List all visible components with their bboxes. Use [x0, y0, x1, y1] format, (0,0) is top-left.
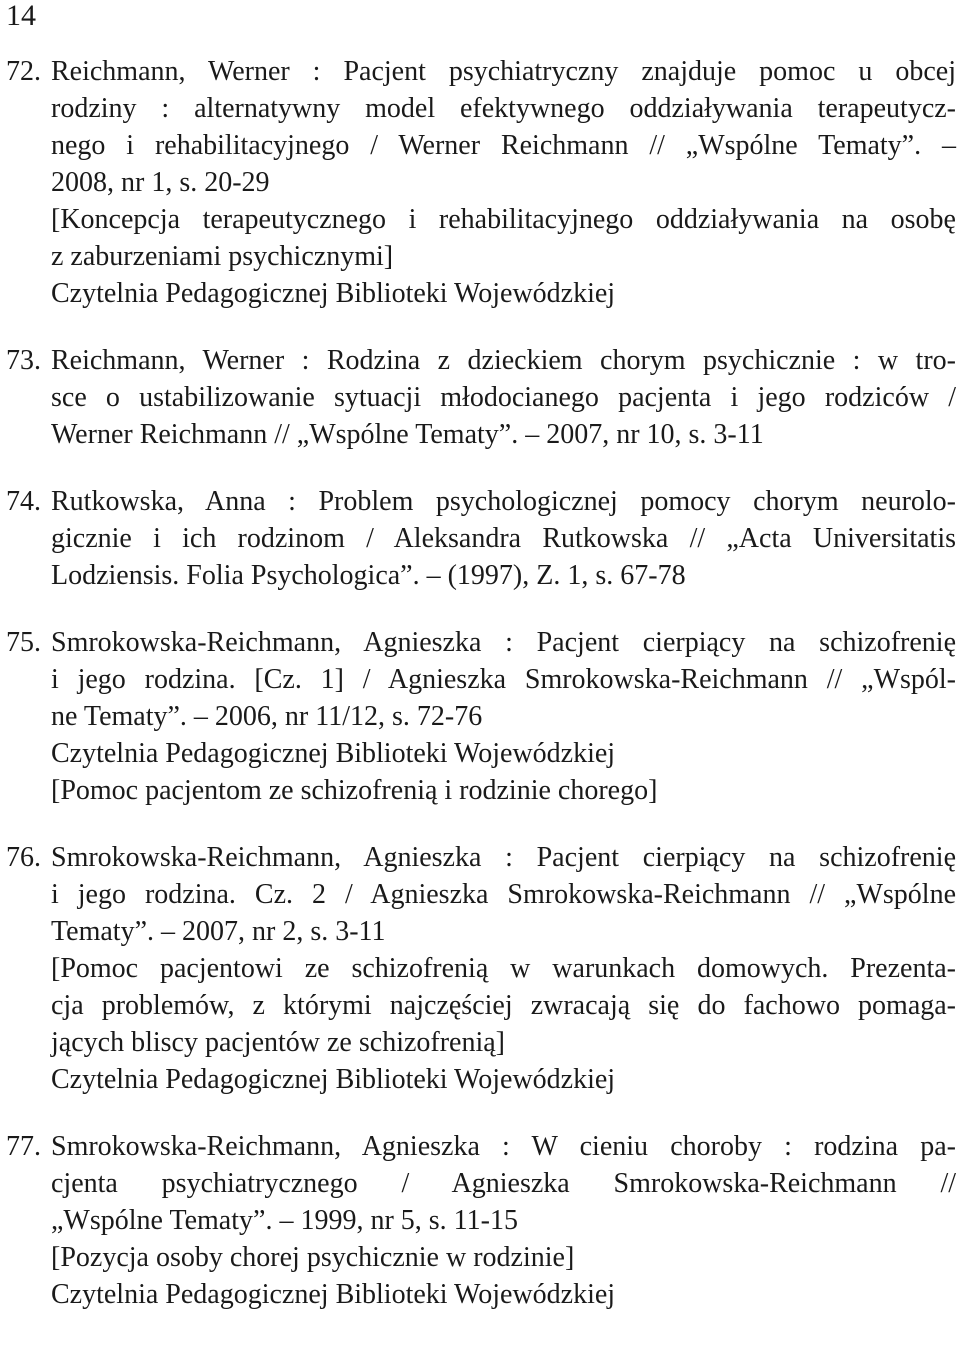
- entry-line: Reichmann, Werner : Rodzina z dzieckiem chorym psychicznie : w tro-: [51, 345, 956, 376]
- entry-line: rodziny : alternatywny model efektywnego oddziaływania terapeutycz-: [51, 93, 956, 124]
- bibliography-entry-72: [0, 53, 960, 312]
- entry-location: Czytelnia Pedagogicznej Biblioteki Wojewódzkiej: [51, 278, 616, 309]
- entry-annotation: [Pomoc pacjentowi ze schizofrenią w warunkach domowych. Prezenta-: [51, 953, 956, 984]
- entry-number: 74.: [6, 486, 41, 517]
- entry-line: Smrokowska-Reichmann, Agnieszka : Pacjent cierpiący na schizofrenię: [51, 627, 956, 658]
- entry-line: Werner Reichmann // „Wspólne Tematy”. – 2007, nr 10, s. 3-11: [51, 419, 764, 450]
- entry-line: Rutkowska, Anna : Problem psychologicznej pomocy chorym neurolo-: [51, 486, 956, 517]
- bibliography-list: [0, 53, 960, 1343]
- entry-annotation: jących bliscy pacjentów ze schizofrenią]: [51, 1027, 506, 1058]
- entry-annotation: z zaburzeniami psychicznymi]: [51, 241, 394, 272]
- page-number: 14: [6, 0, 36, 32]
- entry-annotation: [Koncepcja terapeutycznego i rehabilitacyjnego oddziaływania na osobę: [51, 204, 956, 235]
- entry-line: ne Tematy”. – 2006, nr 11/12, s. 72-76: [51, 701, 483, 732]
- entry-location: Czytelnia Pedagogicznej Biblioteki Wojewódzkiej: [51, 738, 616, 769]
- entry-line: i jego rodzina. Cz. 2 / Agnieszka Smrokowska-Reichmann // „Wspólne: [51, 879, 956, 910]
- entry-number: 76.: [6, 842, 41, 873]
- bibliography-entry-77: [0, 1128, 960, 1313]
- entry-line: Lodziensis. Folia Psychologica”. – (1997), Z. 1, s. 67-78: [51, 560, 686, 591]
- bibliography-entry-75: [0, 624, 960, 809]
- bibliography-entry-73: [0, 342, 960, 453]
- entry-line: Smrokowska-Reichmann, Agnieszka : W cieniu choroby : rodzina pa-: [51, 1131, 956, 1162]
- entry-line: „Wspólne Tematy”. – 1999, nr 5, s. 11-15: [51, 1205, 518, 1236]
- entry-number: 73.: [6, 345, 41, 376]
- entry-line: i jego rodzina. [Cz. 1] / Agnieszka Smrokowska-Reichmann // „Wspól-: [51, 664, 956, 695]
- entry-location: Czytelnia Pedagogicznej Biblioteki Wojewódzkiej: [51, 1279, 616, 1310]
- bibliography-entry-74: [0, 483, 960, 594]
- entry-line: Tematy”. – 2007, nr 2, s. 3-11: [51, 916, 386, 947]
- entry-line: gicznie i ich rodzinom / Aleksandra Rutkowska // „Acta Universitatis: [51, 523, 956, 554]
- entry-location: Czytelnia Pedagogicznej Biblioteki Wojewódzkiej: [51, 1064, 616, 1095]
- entry-annotation: [Pozycja osoby chorej psychicznie w rodzinie]: [51, 1242, 575, 1273]
- entry-line: sce o ustabilizowanie sytuacji młodocianego pacjenta i jego rodziców /: [51, 382, 956, 413]
- entry-number: 77.: [6, 1131, 41, 1162]
- entry-line: 2008, nr 1, s. 20-29: [51, 167, 270, 198]
- entry-number: 72.: [6, 56, 41, 87]
- entry-line: Reichmann, Werner : Pacjent psychiatryczny znajduje pomoc u obcej: [51, 56, 956, 87]
- entry-line: Smrokowska-Reichmann, Agnieszka : Pacjent cierpiący na schizofrenię: [51, 842, 956, 873]
- entry-annotation: [Pomoc pacjentom ze schizofrenią i rodzinie chorego]: [51, 775, 658, 806]
- bibliography-entry-76: [0, 839, 960, 1098]
- entry-number: 75.: [6, 627, 41, 658]
- entry-line: cjenta psychiatrycznego / Agnieszka Smrokowska-Reichmann //: [51, 1168, 956, 1199]
- entry-annotation: cja problemów, z którymi najczęściej zwracają się do fachowo pomaga-: [51, 990, 956, 1021]
- entry-line: nego i rehabilitacyjnego / Werner Reichmann // „Wspólne Tematy”. –: [51, 130, 956, 161]
